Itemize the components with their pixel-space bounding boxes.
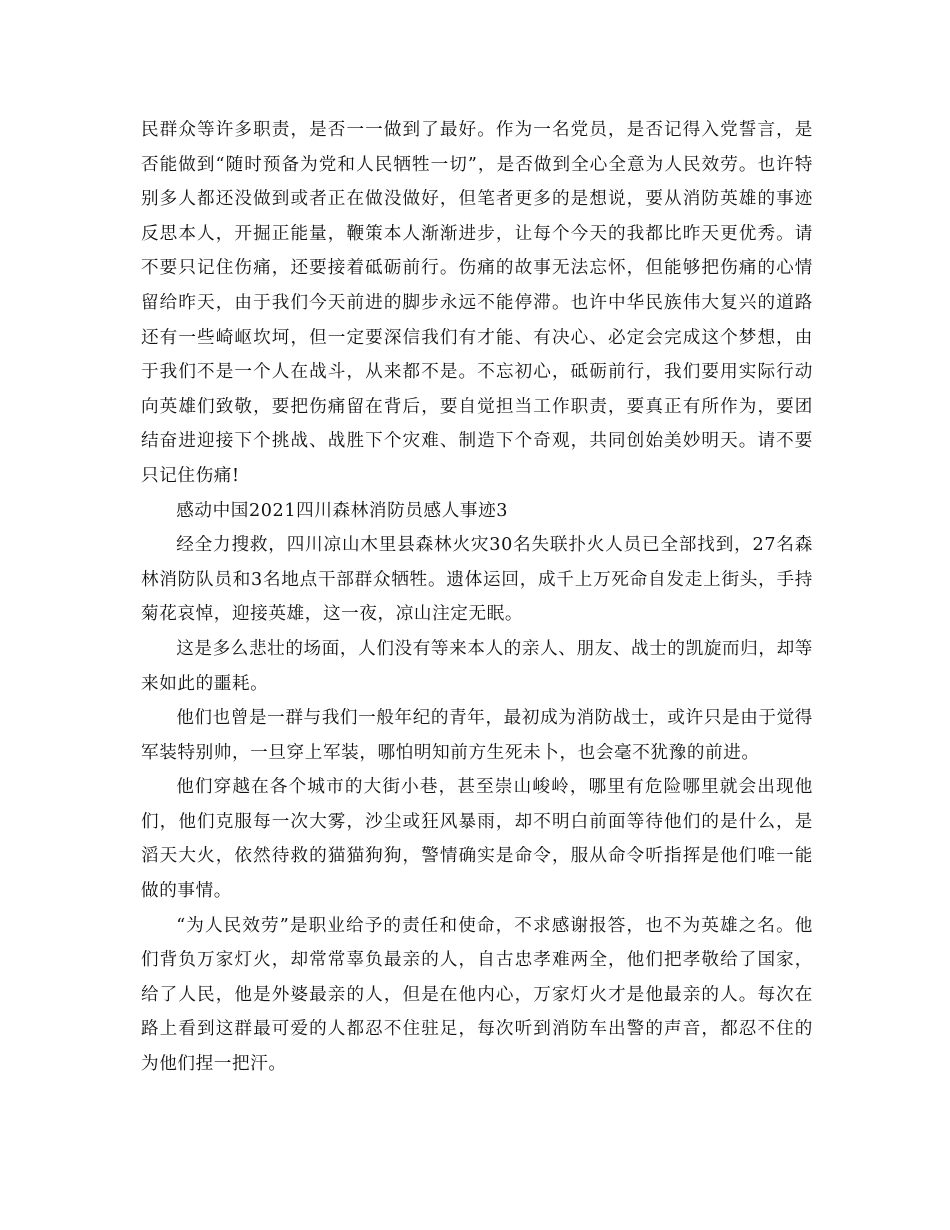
- paragraph: 这是多么悲壮的场面，人们没有等来本人的亲人、朋友、战士的凯旋而归，却等来如此的噩耗。: [141, 638, 813, 694]
- document-page: [141, 113, 813, 1082]
- paragraph: “为人民效劳”是职业给予的责任和使命，不求感谢报答，也不为英雄之名。他们背负万家灯火，却常常辜负最亲的人，自古忠孝难两全，他们把孝敬给了国家，给了人民，他是外婆最亲的人，但是在他内心，万家灯火才是他最亲的人。每次在路上看到这群最可爱的人都忍不住驻足，每次听到消防车出警的声音，都忍不住的为他们捏一把汗。: [141, 915, 813, 1075]
- paragraph: 他们穿越在各个城市的大街小巷，甚至崇山峻岭，哪里有危险哪里就会出现他们，他们克服每一次大雾，沙尘或狂风暴雨，却不明白前面等待他们的是什么，是滔天大火，依然待救的猫猫狗狗，警情确实是命令，服从命令听指挥是他们唯一能做的事情。: [141, 777, 813, 902]
- paragraph: 经全力搜救，四川凉山木里县森林火灾30名失联扑火人员已全部找到，27名森林消防队员和3名地点干部群众牺牲。遗体运回，成千上万死命自发走上街头，手持菊花哀悼，迎接英雄，这一夜，凉山注定无眠。: [141, 535, 813, 625]
- paragraph-continued: 民群众等许多职责，是否一一做到了最好。作为一名党员，是否记得入党誓言，是否能做到“随时预备为党和人民牺牲一切”，是否做到全心全意为人民效劳。也许特别多人都还没做到或者正在做没做好，但笔者更多的是想说，要从消防英雄的事迹反思本人，开掘正能量，鞭策本人渐渐进步，让每个今天的我都比昨天更优秀。请不要只记住伤痛，还要接着砥砺前行。伤痛的故事无法忘怀，但能够把伤痛的心情留给昨天，由于我们今天前进的脚步永远不能停滞。也许中华民族伟大复兴的道路还有一些崎岖坎坷，但一定要深信我们有才能、有决心、必定会完成这个梦想，由于我们不是一个人在战斗，从来都不是。不忘初心，砥砺前行，我们要用实际行动向英雄们致敬，要把伤痛留在背后，要自觉担当工作职责，要真正有所作为，要团结奋进迎接下个挑战、战胜下个灾难、制造下个奇观，共同创始美妙明天。请不要只记住伤痛!: [141, 120, 813, 486]
- section-title: 感动中国2021四川森林消防员感人事迹3: [176, 500, 509, 521]
- paragraph: 他们也曾是一群与我们一般年纪的青年，最初成为消防战士，或许只是由于觉得军装特别帅，一旦穿上军装，哪怕明知前方生死未卜，也会毫不犹豫的前进。: [141, 708, 813, 763]
